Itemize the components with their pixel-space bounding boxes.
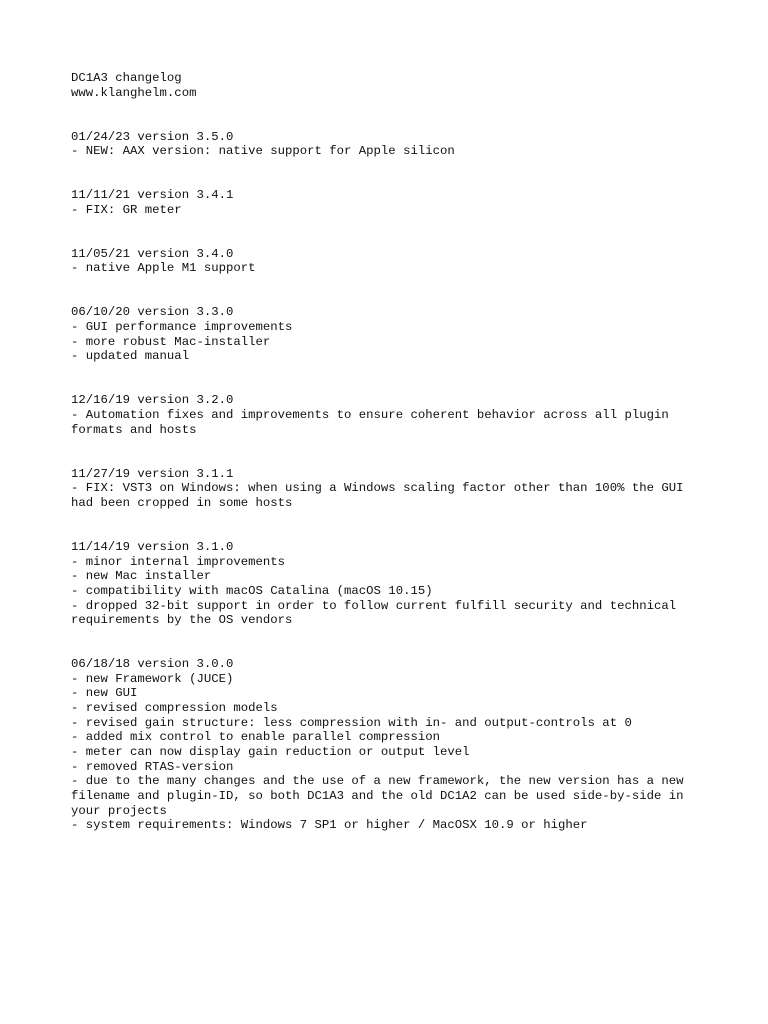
changelog-entry (71, 130, 711, 159)
change-line: - minor internal improvements (71, 554, 286, 569)
change-line: - removed RTAS-version (71, 759, 234, 774)
version-heading: 01/24/23 version 3.5.0 (71, 129, 234, 144)
change-line: - revised compression models (71, 701, 278, 716)
changelog-entries (71, 130, 711, 833)
change-line: had been cropped in some hosts (71, 495, 293, 510)
change-line: - more robust Mac-installer (71, 334, 271, 349)
document-title: DC1A3 changelog (71, 71, 182, 85)
change-line: - compatibility with macOS Catalina (macOS 10.15) (71, 583, 433, 598)
changelog-entry (71, 467, 711, 511)
change-line: - FIX: VST3 on Windows: when using a Windows scaling factor other than 100% the GUI (71, 481, 684, 496)
version-heading: 06/18/18 version 3.0.0 (71, 657, 234, 672)
changelog-entry (71, 540, 711, 628)
change-line: - due to the many changes and the use of a new framework, the new version has a new (71, 774, 684, 789)
change-line: - new Framework (JUCE) (71, 671, 234, 686)
change-line: - NEW: AAX version: native support for Apple silicon (71, 144, 455, 159)
change-line: your projects (71, 803, 167, 818)
change-line: - added mix control to enable parallel compression (71, 730, 440, 745)
change-line: - revised gain structure: less compression with in- and output-controls at 0 (71, 715, 632, 730)
change-line: - GUI performance improvements (71, 320, 293, 335)
change-line: - native Apple M1 support (71, 261, 256, 276)
changelog-entry (71, 393, 711, 437)
changelog-entry (71, 305, 711, 364)
change-line: - meter can now display gain reduction or output level (71, 745, 470, 760)
version-heading: 11/27/19 version 3.1.1 (71, 466, 234, 481)
version-heading: 12/16/19 version 3.2.0 (71, 393, 234, 408)
change-line: - Automation fixes and improvements to ensure coherent behavior across all plugin (71, 408, 669, 423)
change-line: formats and hosts (71, 422, 197, 437)
website-url: www.klanghelm.com (71, 85, 197, 100)
changelog-entry (71, 247, 711, 276)
version-heading: 11/11/21 version 3.4.1 (71, 188, 234, 203)
changelog-entry (71, 657, 711, 833)
version-heading: 11/05/21 version 3.4.0 (71, 246, 234, 261)
changelog-document (71, 71, 711, 862)
change-line: requirements by the OS vendors (71, 613, 293, 628)
version-heading: 11/14/19 version 3.1.0 (71, 539, 234, 554)
document-header (71, 71, 711, 100)
change-line: - dropped 32-bit support in order to follow current fulfill security and technical (71, 598, 677, 613)
change-line: - updated manual (71, 349, 190, 364)
change-line: - new Mac installer (71, 569, 212, 584)
version-heading: 06/10/20 version 3.3.0 (71, 305, 234, 320)
changelog-entry (71, 188, 711, 217)
change-line: - FIX: GR meter (71, 202, 182, 217)
change-line: filename and plugin-ID, so both DC1A3 and the old DC1A2 can be used side-by-side in (71, 789, 684, 804)
change-line: - new GUI (71, 686, 138, 701)
change-line: - system requirements: Windows 7 SP1 or higher / MacOSX 10.9 or higher (71, 818, 588, 833)
